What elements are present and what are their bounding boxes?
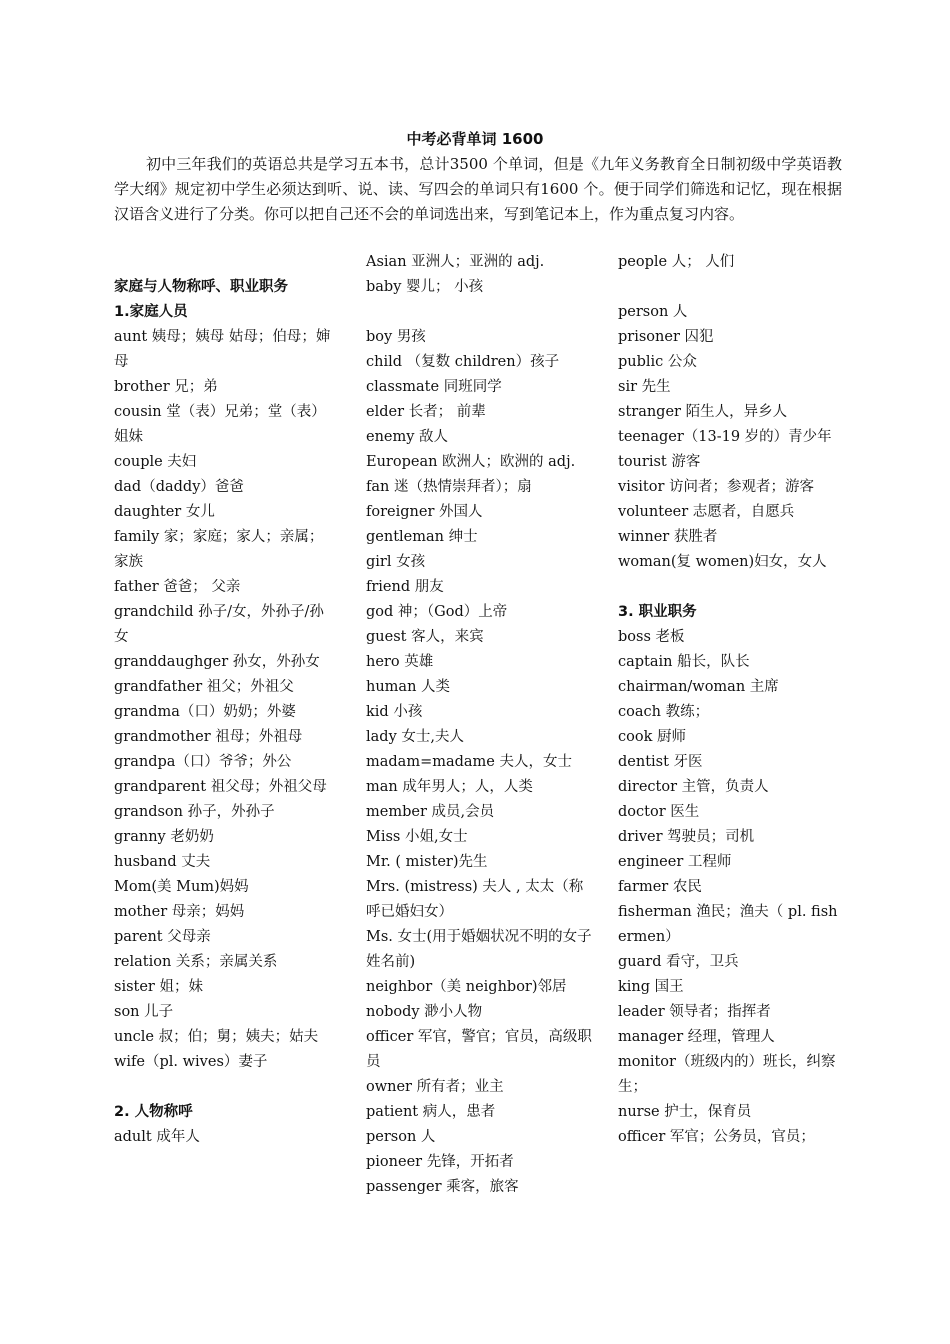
vocab-entry: Mom(美 Mum)妈妈 (114, 879, 249, 895)
vocab-entry: cook 厨师 (618, 729, 686, 745)
vocab-entry: parent 父母亲 (114, 929, 211, 945)
vocab-entry: engineer 工程师 (618, 854, 732, 870)
vocab-entry: foreigner 外国人 (366, 504, 483, 520)
vocab-entry: Mr. ( mister)先生 (366, 854, 488, 870)
vocab-entry: prisoner 囚犯 (618, 329, 714, 345)
vocab-entry: neighbor（美 neighbor)邻居 (366, 979, 567, 995)
vocab-entry: grandson 孙子，外孙子 (114, 804, 275, 820)
vocab-entry: manager 经理，管理人 (618, 1029, 775, 1045)
vocab-entry: monitor（班级内的）班长，纠察生； (618, 1054, 836, 1095)
vocab-entry: European 欧洲人；欧洲的 adj. (366, 454, 576, 470)
blank-line (618, 275, 844, 300)
vocab-entry: girl 女孩 (366, 554, 426, 570)
vocab-entry: baby 婴儿； 小孩 (366, 279, 484, 295)
vocab-entry: driver 驾驶员；司机 (618, 829, 755, 845)
vocab-entry: boss 老板 (618, 629, 685, 645)
vocab-entry: leader 领导者；指挥者 (618, 1004, 771, 1020)
vocab-entry: fan 迷（热情崇拜者）；扇 (366, 479, 532, 495)
vocab-entry: madam=madame 夫人，女士 (366, 754, 572, 770)
vocab-entry: volunteer 志愿者，自愿兵 (618, 504, 795, 520)
vocab-entry: granny 老奶奶 (114, 829, 214, 845)
vocab-entry: grandchild 孙子/女，外孙子/孙女 (114, 604, 324, 645)
vocab-entry: winner 获胜者 (618, 529, 718, 545)
vocab-entry: member 成员,会员 (366, 804, 495, 820)
vocab-entry: sir 先生 (618, 379, 671, 395)
vocab-entry: person 人 (366, 1129, 436, 1145)
vocab-entry: lady 女士,夫人 (366, 729, 464, 745)
section-heading: 3. 职业职务 (618, 604, 697, 620)
vocab-entry: dentist 牙医 (618, 754, 703, 770)
vocab-entry: friend 朋友 (366, 579, 444, 595)
vocab-entry: king 国王 (618, 979, 684, 995)
vocab-entry: couple 夫妇 (114, 454, 197, 470)
vocab-entry: human 人类 (366, 679, 451, 695)
vocab-entry: grandpa（口）爷爷；外公 (114, 754, 292, 770)
vocab-entry: pioneer 先锋，开拓者 (366, 1154, 514, 1170)
vocab-entry: grandparent 祖父母；外祖父母 (114, 779, 327, 795)
vocab-entry: son 儿子 (114, 1004, 174, 1020)
vocab-entry: adult 成年人 (114, 1129, 200, 1145)
word-column-1 (114, 250, 336, 1150)
vocab-entry: patient 病人，患者 (366, 1104, 496, 1120)
section-heading: 2. 人物称呼 (114, 1104, 193, 1120)
vocab-entry: people 人； 人们 (618, 254, 735, 270)
vocab-entry: guest 客人，来宾 (366, 629, 484, 645)
vocab-entry: farmer 农民 (618, 879, 702, 895)
word-column-3 (618, 250, 844, 1150)
vocab-entry: director 主管，负责人 (618, 779, 769, 795)
blank-line (114, 250, 336, 275)
vocab-entry: coach 教练； (618, 704, 710, 720)
vocab-entry: chairman/woman 主席 (618, 679, 779, 695)
vocab-entry: kid 小孩 (366, 704, 423, 720)
vocab-entry: doctor 医生 (618, 804, 700, 820)
section-heading: 1.家庭人员 (114, 304, 188, 320)
intro-paragraph: 初中三年我们的英语总共是学习五本书，总计3500 个单词，但是《九年义务教育全日制初级中学英语教学大纲》规定初中学生必须达到听、说、读、写四会的单词只有1600 个。便于同学们筛选和记忆，现在根据汉语含义进行了分类。你可以把自己还不会的单词选出来，写到笔记本上，作为重点复习内容。 (114, 155, 842, 223)
vocab-entry: classmate 同班同学 (366, 379, 502, 395)
vocab-entry: aunt 姨母；姨母 姑母；伯母；婶母 (114, 329, 331, 370)
vocab-entry: visitor 访问者；参观者；游客 (618, 479, 815, 495)
vocab-entry: man 成年男人；人，人类 (366, 779, 533, 795)
vocab-entry: tourist 游客 (618, 454, 701, 470)
vocab-entry: enemy 敌人 (366, 429, 449, 445)
vocab-entry: officer 军官；公务员，官员； (618, 1129, 815, 1145)
vocab-entry: boy 男孩 (366, 329, 426, 345)
vocab-entry: dad（daddy）爸爸 (114, 479, 244, 495)
vocab-entry: gentleman 绅士 (366, 529, 478, 545)
vocab-entry: granddaughger 孙女，外孙女 (114, 654, 320, 670)
vocab-entry: cousin 堂（表）兄弟；堂（表）姐妹 (114, 404, 326, 445)
vocab-entry: Asian 亚洲人；亚洲的 adj. (366, 254, 545, 270)
vocab-entry: Ms. 女士(用于婚姻状况不明的女子姓名前) (366, 929, 592, 970)
vocab-entry: teenager（13-19 岁的）青少年 (618, 429, 832, 445)
vocab-entry: person 人 (618, 304, 688, 320)
vocab-entry: daughter 女儿 (114, 504, 215, 520)
vocab-entry: woman(复 women)妇女，女人 (618, 554, 827, 570)
page-title: 中考必背单词 1600 (406, 130, 544, 148)
vocab-entry: officer 军官，警官；官员，高级职员 (366, 1029, 592, 1070)
vocab-entry: brother 兄；弟 (114, 379, 218, 395)
vocab-entry: father 爸爸； 父亲 (114, 579, 241, 595)
vocab-entry: passenger 乘客，旅客 (366, 1179, 519, 1195)
word-column-2 (366, 250, 592, 1200)
vocab-entry: owner 所有者；业主 (366, 1079, 504, 1095)
vocab-entry: elder 长者； 前辈 (366, 404, 486, 420)
vocab-entry: guard 看守，卫兵 (618, 954, 739, 970)
vocab-entry: grandmother 祖母；外祖母 (114, 729, 303, 745)
vocab-entry: child （复数 children）孩子 (366, 354, 560, 370)
blank-line (114, 1075, 336, 1100)
vocab-entry: nobody 渺小人物 (366, 1004, 483, 1020)
blank-line (618, 575, 844, 600)
vocab-entry: fisherman 渔民；渔夫（ pl. fishermen） (618, 904, 838, 945)
vocab-entry: Mrs. (mistress) 夫人 , 太太（称呼已婚妇女） (366, 879, 584, 920)
vocab-entry: sister 姐；妹 (114, 979, 203, 995)
vocab-entry: uncle 叔；伯；舅；姨夫；姑夫 (114, 1029, 319, 1045)
vocab-entry: stranger 陌生人，异乡人 (618, 404, 788, 420)
blank-line (366, 300, 592, 325)
vocab-entry: god 神；（God）上帝 (366, 604, 508, 620)
vocab-entry: nurse 护士，保育员 (618, 1104, 752, 1120)
vocab-entry: wife（pl. wives）妻子 (114, 1054, 268, 1070)
vocab-entry: relation 关系；亲属关系 (114, 954, 278, 970)
vocab-entry: grandma（口）奶奶；外婆 (114, 704, 296, 720)
vocab-entry: captain 船长，队长 (618, 654, 750, 670)
vocab-entry: hero 英雄 (366, 654, 434, 670)
vocab-entry: Miss 小姐,女士 (366, 829, 468, 845)
vocab-entry: mother 母亲；妈妈 (114, 904, 245, 920)
vocab-entry: grandfather 祖父；外祖父 (114, 679, 294, 695)
vocab-entry: public 公众 (618, 354, 697, 370)
section-heading: 家庭与人物称呼、职业职务 (114, 279, 288, 295)
vocab-entry: husband 丈夫 (114, 854, 211, 870)
vocab-entry: family 家；家庭；家人；亲属；家族 (114, 529, 324, 570)
